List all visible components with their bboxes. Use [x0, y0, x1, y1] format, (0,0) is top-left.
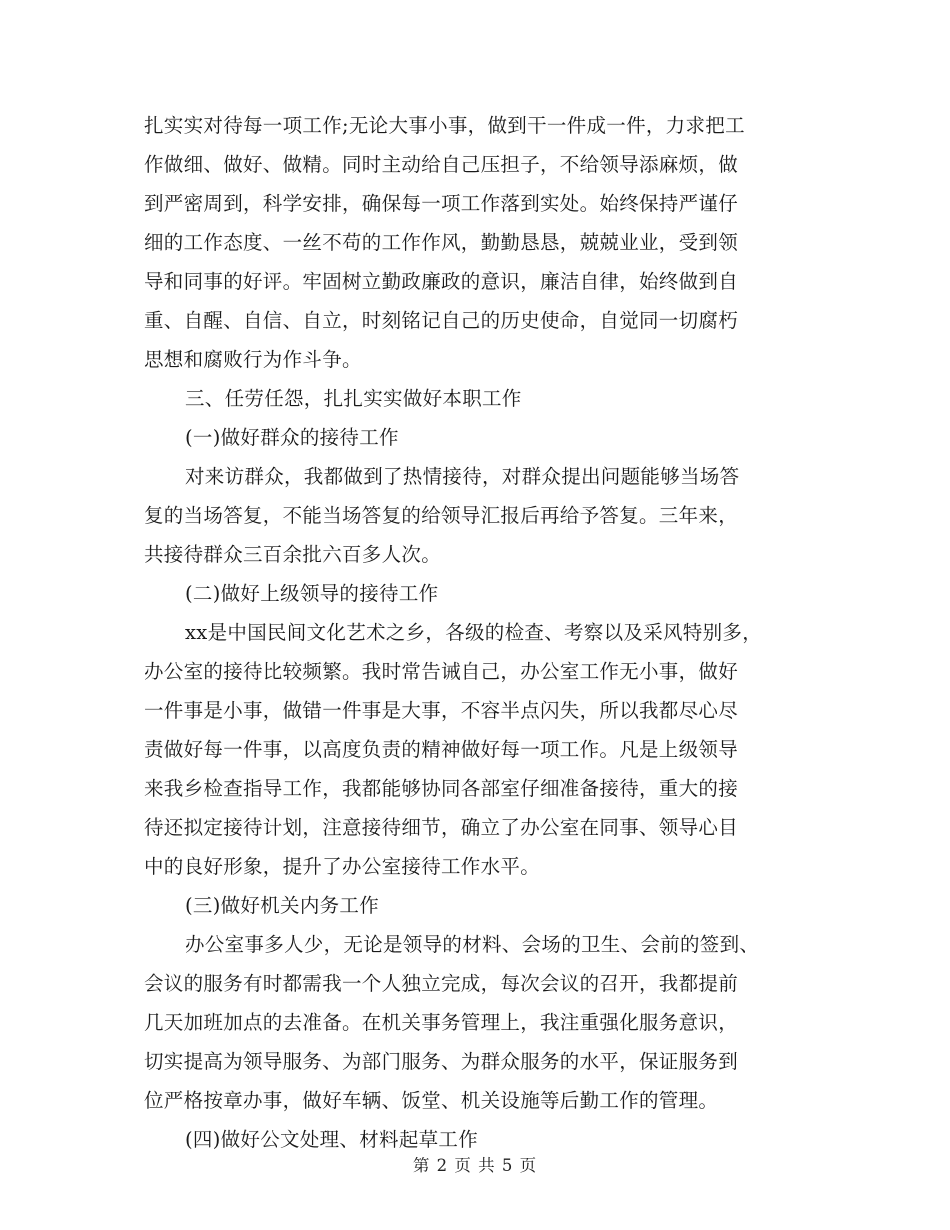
text-line: 共接待群众三百余批六百多人次。 [144, 543, 442, 566]
text-line: 办公室的接待比较频繁。我时常告诫自己，办公室工作无小事，做好 [144, 660, 739, 683]
text-line: 一件事是小事，做错一件事是大事，不容半点闪失，所以我都尽心尽 [144, 699, 739, 722]
text-line: 会议的服务有时都需我一个人独立完成，每次会议的召开，我都提前 [144, 972, 739, 995]
text-line: 办公室事多人少，无论是领导的材料、会场的卫生、会前的签到、 [185, 933, 760, 956]
text-line: 几天加班加点的去准备。在机关事务管理上，我注重强化服务意识， [144, 1011, 739, 1034]
text-line: (三)做好机关内务工作 [185, 894, 380, 917]
text-line: (二)做好上级领导的接待工作 [185, 582, 439, 605]
text-line: 作做细、做好、做精。同时主动给自己压担子，不给领导添麻烦，做 [144, 153, 739, 176]
text-line: 对来访群众，我都做到了热情接待，对群众提出问题能够当场答 [185, 465, 740, 488]
text-line: 三、任劳任怨，扎扎实实做好本职工作 [185, 387, 522, 410]
text-line: 导和同事的好评。牢固树立勤政廉政的意识，廉洁自律，始终做到自 [144, 270, 739, 293]
text-line: 位严格按章办事，做好车辆、饭堂、机关设施等后勤工作的管理。 [144, 1089, 719, 1112]
text-line: (四)做好公文处理、材料起草工作 [185, 1128, 479, 1151]
document-body [144, 106, 809, 1159]
text-line: 切实提高为领导服务、为部门服务、为群众服务的水平，保证服务到 [144, 1050, 739, 1073]
text-line: 责做好每一件事，以高度负责的精神做好每一项工作。凡是上级领导 [144, 738, 739, 761]
text-line: 复的当场答复，不能当场答复的给领导汇报后再给予答复。三年来， [144, 504, 739, 527]
text-line: 来我乡检查指导工作，我都能够协同各部室仔细准备接待，重大的接 [144, 777, 739, 800]
text-line: 待还拟定接待计划，注意接待细节，确立了办公室在同事、领导心目 [144, 816, 739, 839]
text-line: (一)做好群众的接待工作 [185, 426, 399, 449]
text-line: 重、自醒、自信、自立，时刻铭记自己的历史使命，自觉同一切腐朽 [144, 309, 739, 332]
text-line: xx是中国民间文化艺术之乡，各级的检查、考察以及采风特别多， [185, 621, 762, 644]
text-line: 到严密周到，科学安排，确保每一项工作落到实处。始终保持严谨仔 [144, 192, 739, 215]
text-line: 思想和腐败行为作斗争。 [144, 348, 362, 371]
page-footer: 第 2 页 共 5 页 [412, 1156, 538, 1175]
text-line: 细的工作态度、一丝不苟的工作作风，勤勤恳恳，兢兢业业，受到领 [144, 231, 739, 254]
text-line: 扎实实对待每一项工作;无论大事小事，做到干一件成一件，力求把工 [144, 114, 745, 137]
text-line: 中的良好形象，提升了办公室接待工作水平。 [144, 855, 541, 878]
